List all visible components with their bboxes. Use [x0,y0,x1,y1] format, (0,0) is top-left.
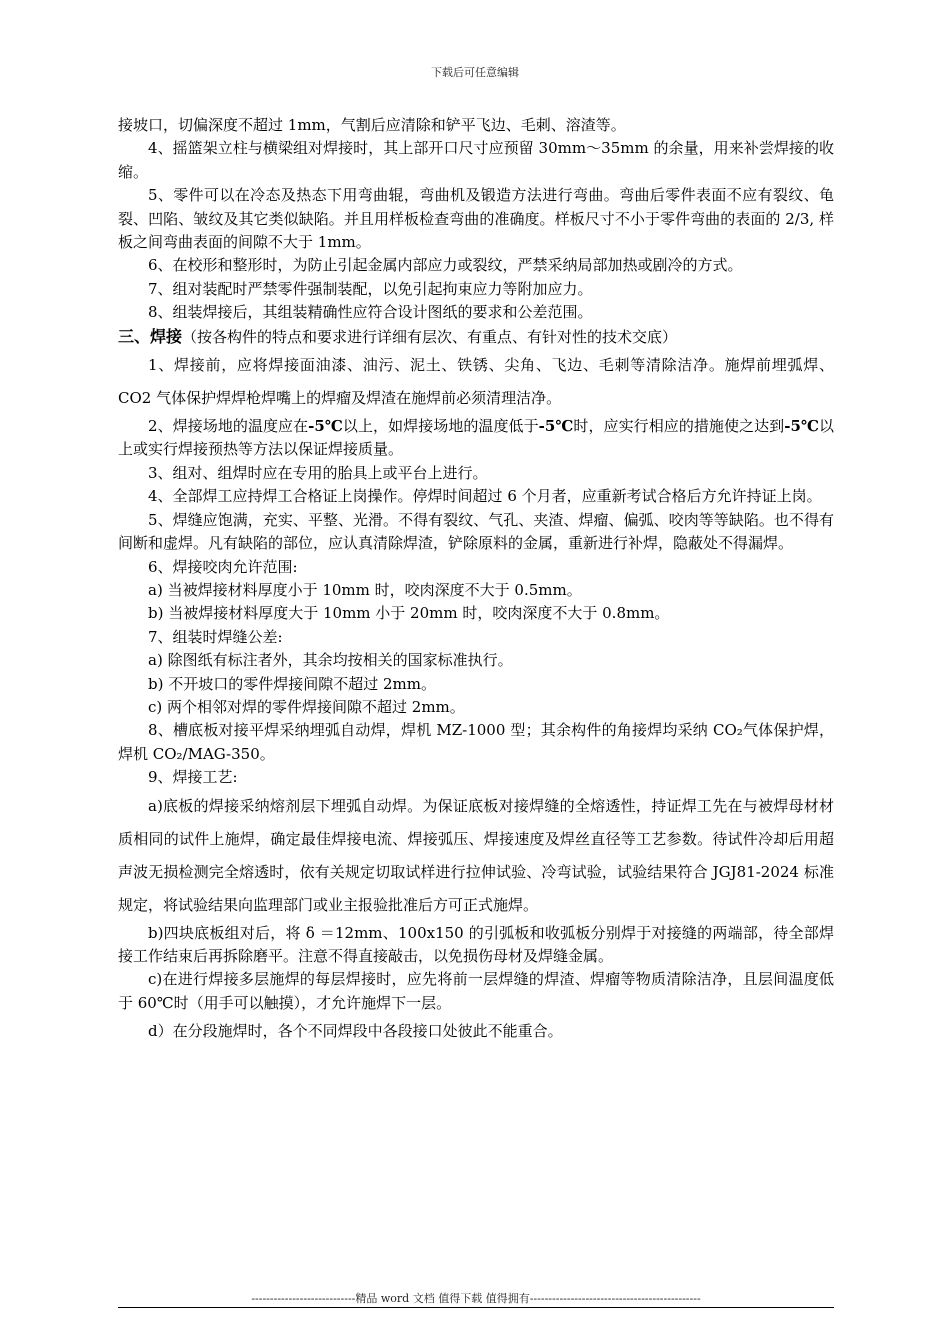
section-title: 三、焊接 [118,326,183,346]
section-note: （按各构件的特点和要求进行详细有层次、有重点、有针对性的技术交底） [182,327,678,346]
list-item: c) 两个相邻对焊的零件焊接间隙不超过 2mm。 [148,697,465,716]
footer-divider [118,1307,834,1308]
paragraph: 6、在校形和整形时，为防止引起金属内部应力或裂纹，严禁采纳局部加热或剧冷的方式。 [148,256,743,275]
paragraph: 6、焊接咬肉允许范围: [148,557,298,576]
temperature-value: -5℃ [308,417,343,436]
list-item: a) 除图纸有标注者外，其余均按相关的国家标准执行。 [148,651,513,670]
text-run: 时，应实行相应的措施使之达到 [573,417,785,436]
paragraph: 1、焊接前，应将焊接面油漆、油污、泥土、铁锈、尖角、飞边、毛刺等清除洁净。施焊前埋弧焊、CO2 气体保护焊焊枪焊嘴上的焊瘤及焊渣在施焊前必须清理洁净。 [118,356,834,408]
paragraph: 8、组装焊接后，其组装精确性应符合设计图纸的要求和公差范围。 [148,303,593,322]
paragraph [118,415,834,462]
paragraph: 5、零件可以在冷态及热态下用弯曲辊，弯曲机及锻造方法进行弯曲。弯曲后零件表面不应有裂纹、龟裂、凹陷、皱纹及其它类似缺陷。并且用样板检查弯曲的准确度。样板尺寸不小于零件弯曲的表面的 2/3, 样板之间弯曲表面的间隙不大于 1mm。 [118,186,834,252]
temperature-value: -5℃ [784,417,819,436]
paragraph: 4、全部焊工应持焊工合格证上岗操作。停焊时间超过 6 个月者，应重新考试合格后方允许持证上岗。 [148,487,822,506]
paragraph: b)四块底板组对后，将 δ ＝12mm、100x150 的引弧板和收弧板分别焊于对接缝的两端部，待全部焊接工作结束后再拆除磨平。注意不得直接敲击，以免损伤母材及焊缝金属。 [118,923,834,965]
text-run: 以上或实行焊接预热等方法以保证焊接质量。 [118,417,834,459]
text-run: 以上，如焊接场地的温度低于 [342,417,539,436]
list-item: a) 当被焊接材料厚度小于 10mm 时，咬肉深度不大于 0.5mm。 [148,580,582,599]
paragraph: d）在分段施焊时，各个不同焊段中各段接口处彼此不能重合。 [148,1022,563,1041]
paragraph: 8、槽底板对接平焊采纳埋弧自动焊，焊机 MZ-1000 型；其余构件的角接焊均采纳 CO₂气体保护焊，焊机 CO₂/MAG-350。 [118,721,834,763]
paragraph: 3、组对、组焊时应在专用的胎具上或平台上进行。 [148,463,488,482]
list-item: b) 不开坡口的零件焊接间隙不超过 2mm。 [148,674,436,693]
paragraph: 7、组对装配时严禁零件强制装配，以免引起拘束应力等附加应力。 [148,279,593,298]
paragraph: a)底板的焊接采纳熔剂层下埋弧自动焊。为保证底板对接焊缝的全熔透性，持证焊工先在与被焊母材材质相同的试件上施焊，确定最佳焊接电流、焊接弧压、焊接速度及焊丝直径等工艺参数。待试件冷却后用超声波无损检测完全熔透时，依有关规定切取试样进行拉伸试验、冷弯试验，试验结果符合 JGJ81-2024 标准规定，将试验结果向监理部门或业主报验批准后方可正式施焊。 [118,796,834,914]
paragraph: 5、焊缝应饱满，充实、平整、光滑。不得有裂纹、气孔、夹渣、焊瘤、偏弧、咬肉等等缺陷。也不得有间断和虚焊。凡有缺陷的部位，应认真清除焊渣，铲除原料的金属，重新进行补焊，隐蔽处不得漏焊。 [118,510,834,553]
paragraph: 4、摇篮架立柱与横梁组对焊接时，其上部开口尺寸应预留 30mm～35mm 的余量，用来补尝焊接的收缩。 [118,139,834,181]
document-body [118,114,834,1048]
paragraph: 接坡口，切偏深度不超过 1mm，气割后应清除和铲平飞边、毛刺、溶渣等。 [118,116,626,134]
paragraph: 7、组装时焊缝公差: [148,627,283,646]
page-header: 下载后可任意编辑 [431,66,519,79]
page-footer: ----------------------------精品 word 文档 值得下载 值得拥有---------------------------------------------- [251,1292,701,1305]
temperature-value: -5℃ [538,417,574,436]
text-run: 2、焊接场地的温度应在 [148,417,309,436]
section-heading [118,325,834,349]
list-item: b) 当被焊接材料厚度大于 10mm 小于 20mm 时，咬肉深度不大于 0.8mm。 [148,604,670,623]
paragraph: 9、焊接工艺: [148,768,238,787]
paragraph: c)在进行焊接多层施焊的每层焊接时，应先将前一层焊缝的焊渣、焊瘤等物质清除洁净，且层间温度低于 60℃时（用手可以触摸），才允许施焊下一层。 [118,970,834,1012]
